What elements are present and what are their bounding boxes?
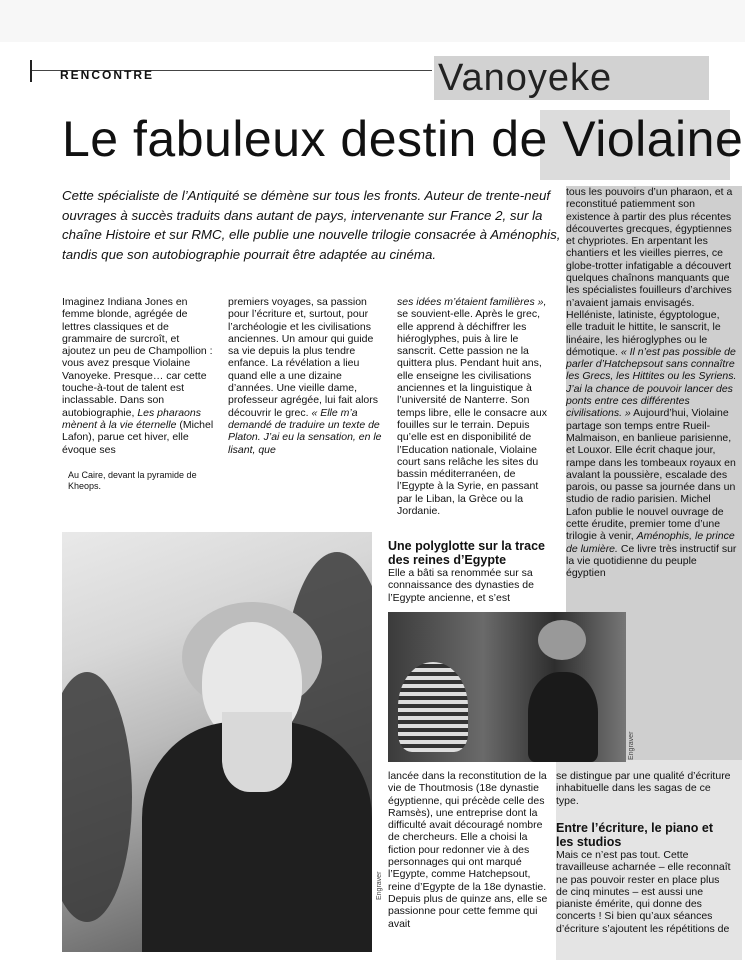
article-text: premiers voyages, sa passion pour l’écriture et, surtout, pour l’archéologie et les civilisations anciennes. Un amour qui guide sa vie depuis la plus tendre enfance. La révélation a lieu quand elle a une dizaine d’années. Une vieille dame, professeur agrégée, lui fait alors découvrir le grec. bbox=[228, 296, 378, 419]
section-label: RENCONTRE bbox=[60, 68, 155, 82]
subheading-polyglotte: Une polyglotte sur la trace des reines d’Egypte bbox=[388, 539, 545, 567]
portrait-photo bbox=[62, 532, 372, 952]
article-column-4b bbox=[556, 770, 732, 807]
book-title: Les pharaons mènent à la vie éternelle bbox=[62, 406, 201, 431]
article-text: tous les pouvoirs d’un pharaon, et a reconstitué patiemment son existence à partir des plus récentes découvertes grecques, égyptiennes et chypriotes. En arpentant les chantiers et les vieilles pierres, ce globe-trotter infatigable a découvert quelques chaînons manquants que les spécialistes fouilleurs d’archives n’avaient jamais envisagés. Helléniste, latiniste, égyptologue, elle traduit le hittite, le sanscrit, le linéaire, les hiéroglyphes ou le démotique. bbox=[566, 186, 733, 358]
article-text: Aujourd’hui, Violaine partage son temps entre Rueil-Malmaison, en banlieue parisienne, et Louxor. Elle écrit chaque jour, rampe dans les tombeaux royaux en avalant la poussière, escalade des parois, ou passe sa journée dans un studio de radio parisien. Michel Lafon publie le nouvel ouvrage de cette érudite, premier tome d’une trilogie à venir, bbox=[566, 407, 736, 543]
queen-figure-shape bbox=[528, 672, 598, 762]
article-text: Elle a bâti sa renommée sur sa connaissance des dynasties de l’Egypte ancienne, et s’est bbox=[388, 567, 534, 604]
egyptian-fresco-image bbox=[388, 612, 626, 762]
scan-margin bbox=[0, 0, 745, 42]
name-banner: Vanoyeke bbox=[438, 57, 613, 99]
article-column-4 bbox=[566, 186, 738, 580]
tree-shape bbox=[62, 672, 132, 922]
quote-text: ses idées m’étaient familières », bbox=[397, 296, 547, 308]
article-text: Ce livre très instructif sur la vie quotidienne du peuple égyptien bbox=[566, 542, 737, 580]
article-column-4c bbox=[556, 822, 732, 935]
lead-paragraph: Cette spécialiste de l’Antiquité se démène sur tous les fronts. Auteur de trente-neuf ouvrages à succès traduits dans autant de pays, intervenante sur France 2, sur la chaîne Histoire et sur RMC, elle publie une nouvelle trilogie consacrée à Aménophis, tandis que son autobiographie pourrait être adaptée au cinéma. bbox=[62, 188, 561, 262]
sun-disc-shape bbox=[538, 620, 586, 660]
quote-text: « Il n’est pas possible de parler d’Hatchepsout sans connaître les Grecs, les Hittites ou les Syriens. J’ai la chance de pouvoir lancer des ponts entre ces différentes civilisations. » bbox=[566, 345, 737, 420]
headline: Le fabuleux destin de Violaine bbox=[62, 111, 744, 167]
article-column-3c bbox=[388, 770, 552, 930]
article-column-3 bbox=[397, 296, 549, 517]
section-rule-vertical bbox=[30, 60, 32, 82]
book-title: Aménophis, le prince de lumière. bbox=[566, 530, 735, 555]
image-credit: Engraver bbox=[628, 731, 635, 760]
neck-shape bbox=[222, 712, 292, 792]
article-text: Imaginez Indiana Jones en femme blonde, agrégée de lettres classiques et de grammaire de surcroît, et ajoutez un peu de Champollion : vous avez presque Violaine Vanoyeke. Presque… car cette touche-à-tout de talent est inclassable. Dans son autobiographie, bbox=[62, 296, 213, 419]
photo-credit: Engraver bbox=[376, 871, 383, 900]
article-text: se distingue par une qualité d’écriture inhabituelle dans les sagas de ce type. bbox=[556, 770, 731, 807]
quote-text: « Elle m’a demandé de traduire un texte de Platon. J’ai eu la sensation, en le lisant, que bbox=[228, 406, 382, 456]
article-column-2 bbox=[228, 296, 386, 456]
pharaoh-figure-shape bbox=[398, 662, 468, 752]
photo-caption: Au Caire, devant la pyramide de Kheops. bbox=[68, 470, 197, 491]
article-text: se souvient-elle. Après le grec, elle apprend à déchiffrer les hiéroglyphes, puis à lire le sanscrit. Cette passion ne la quittera plus. Pendant huit ans, elle enseigne les civilisations anciennes et la linguistique à l’université de Nanterre. Son temps libre, elle le consacre aux fouilles sur le terrain. Depuis qu’elle est en disponibilité de l’Education nationale, Violaine court sans relâche les sites du bassin méditerranéen, de l’Egypte à la Syrie, en passant par le Liban, la Grèce ou la Jordanie. bbox=[397, 308, 547, 518]
article-column-3b bbox=[388, 540, 552, 604]
article-text: Mais ce n’est pas tout. Cette travailleuse acharnée – elle reconnaît ne pas pouvoir rester en place plus de cinq minutes – est aussi une pianiste émérite, qui donne des concerts ! Si bien qu’aux séances d’écriture s’ajoutent les répétitions de bbox=[556, 849, 731, 935]
subheading-piano: Entre l’écriture, le piano et les studios bbox=[556, 821, 713, 849]
article-text: lancée dans la reconstitution de la vie de Thoutmosis (18e dynastie égyptienne, qui précède celle des Ramsès), une entreprise dont la difficulté avait découragé nombre de chercheurs. Elle a choisi la fiction pour redonner vie à des personnages qui ont marqué l’Egypte, comme Hatchepsout, reine d’Egypte de la 18e dynastie. Depuis plus de quinze ans, elle se passionne pour cette femme qui avait bbox=[388, 770, 548, 930]
article-column-1 bbox=[62, 296, 214, 456]
article-text: (Michel Lafon), parue cet hiver, elle évoque ses bbox=[62, 418, 214, 456]
